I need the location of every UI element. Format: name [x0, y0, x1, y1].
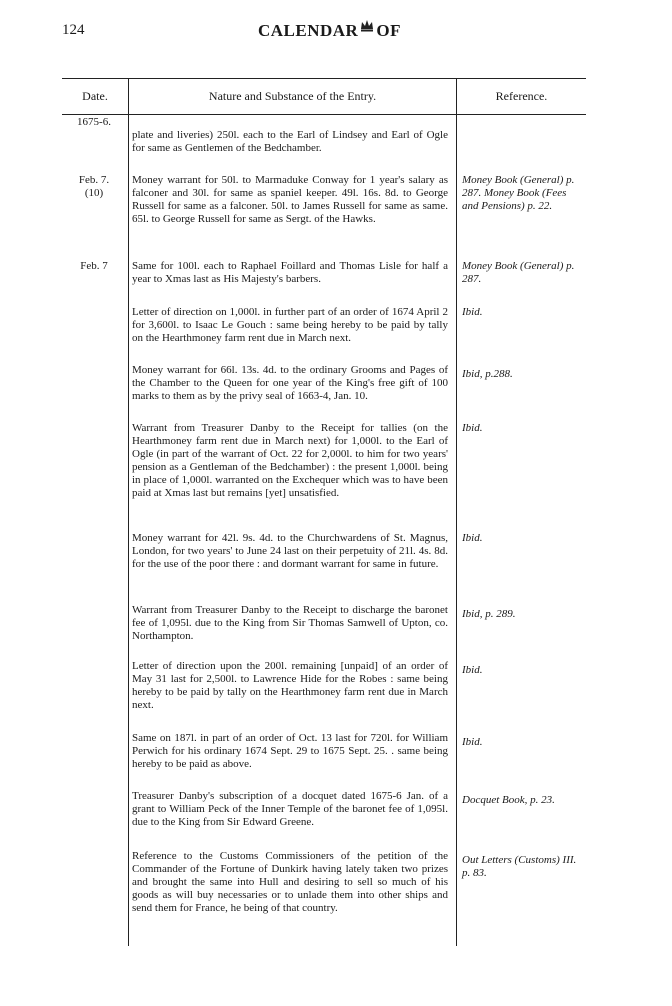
running-title: [258, 20, 401, 41]
entry-reference: Ibid.: [462, 532, 483, 544]
entry-text: Letter of direction on 1,000l. in further part of an order of 1674 April 2 for 3,600l. to Isaac Le Gouch : same being hereby to be paid by tally on the Hearthmoney farm rent due in March next.: [132, 306, 448, 344]
running-title-left: CALENDAR: [258, 21, 359, 40]
entry-text: Warrant from Treasurer Danby to the Receipt for tallies (on the Hearthmoney farm rent due in March next) for 1,000l. to the Earl of Ogle (in part of the warrant of Oct. 22 for 2,000l. to him for two years' pension as a Gentleman of the Bedchamber) : the present 1,000l. being in place of 1,000l. warranted on the Exchequer which was to have been paid at Xmas last but remains [yet] unsatisfied.: [132, 422, 448, 499]
entry-text: Money warrant for 66l. 13s. 4d. to the ordinary Grooms and Pages of the Chamber to the Queen for one year of the King's free gift of 100 marks to them as by the privy seal of 1663-4, Jan. 10.: [132, 364, 448, 402]
entry-reference: Ibid.: [462, 736, 483, 748]
page-number: 124: [62, 22, 85, 38]
reference-column-rule: [456, 78, 457, 946]
entry-date: [64, 260, 124, 273]
calendar-table: [62, 78, 586, 946]
entry-reference: Ibid, p.288.: [462, 368, 513, 380]
entry-text: Letter of direction upon the 200l. remaining [unpaid] of an order of May 31 last for 2,500l. to Lawrence Hide for the Robes : same being hereby to be paid by tally on the Hearthmoney farm rent due in March next.: [132, 660, 448, 711]
entry-text: Warrant from Treasurer Danby to the Receipt to discharge the baronet fee of 1,095l. due to the King from Sir Thomas Samwell of Upton, co. Northampton.: [132, 604, 448, 642]
entry-date-line: Feb. 7.: [78, 174, 110, 186]
entry-text: Treasurer Danby's subscription of a docquet dated 1675-6 Jan. of a grant to William Peck of the Inner Temple of the baronet fee of 1,095l. due to the King from Sir Edward Greene.: [132, 790, 448, 828]
running-title-right: OF: [376, 21, 401, 40]
entry-reference: Ibid.: [462, 664, 483, 676]
entry-reference: Out Letters (Customs) III. p. 83.: [462, 854, 577, 879]
date-column-header: Date.: [82, 89, 108, 103]
entry-text: Same for 100l. each to Raphael Foillard and Thomas Lisle for half a year to Xmas last as His Majesty's barbers.: [132, 260, 448, 285]
table-top-rule: [62, 78, 586, 79]
entry-date-line: Feb. 7: [80, 260, 108, 272]
entry-reference: Money Book (General) p. 287. Money Book (Fees and Pensions) p. 22.: [462, 174, 575, 212]
entry-reference: Money Book (General) p. 287.: [462, 260, 575, 285]
entry-date: [64, 116, 124, 129]
running-header: [62, 18, 586, 48]
crown-ornament-icon: [359, 17, 375, 33]
entry-text: Money warrant for 50l. to Marmaduke Conway for 1 year's salary as falconer and 30l. for same as spaniel keeper. 49l. 16s. 8d. to George Russell for same as a falconer. 50l. to James Russell for same as same. 65l. to George Russell for same as Sergt. of the Hawks.: [132, 174, 448, 225]
entry-date-line: (10): [84, 187, 104, 199]
nature-column-header: Nature and Substance of the Entry.: [208, 89, 377, 103]
entry-date: [64, 174, 124, 200]
entry-reference: Ibid.: [462, 306, 483, 318]
entry-reference: Ibid, p. 289.: [462, 608, 516, 620]
entry-reference: Docquet Book, p. 23.: [462, 794, 555, 806]
entry-reference: Ibid.: [462, 422, 483, 434]
entry-date-line: 1675-6.: [77, 116, 111, 128]
table-header-rule: [62, 114, 586, 115]
entry-text: plate and liveries) 250l. each to the Earl of Lindsey and Earl of Ogle for same as Gentlemen of the Bedchamber.: [132, 129, 448, 154]
entry-text: Same on 187l. in part of an order of Oct. 13 last for 720l. for William Perwich for his ordinary 1674 Sept. 29 to 1675 Sept. 25. . same being hereby to be paid as above.: [132, 732, 448, 770]
date-column-rule: [128, 78, 129, 946]
reference-column-header: Reference.: [495, 89, 548, 103]
entry-text: Money warrant for 42l. 9s. 4d. to the Churchwardens of St. Magnus, London, for two years' to June 24 last on their perpetuity of 21l. 4s. 8d. for the use of the poor there : and dormant warrant for same in future.: [132, 532, 448, 570]
entry-text: Reference to the Customs Commissioners of the petition of the Commander of the Fortune of Dunkirk having lately taken two prizes and brought the same into Hull and desiring to sell so much of his goods as will buy necessaries or to unlade them into other ships and send them for France, he being of that country.: [132, 850, 448, 914]
